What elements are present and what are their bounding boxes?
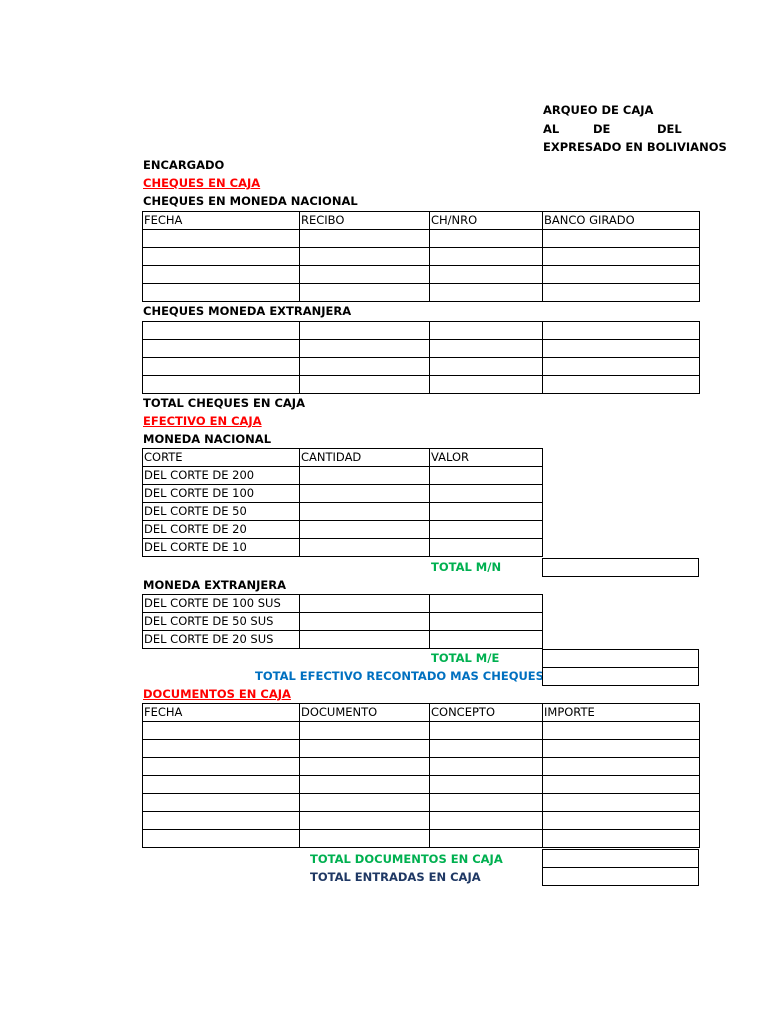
table-row [143, 503, 543, 521]
column-header: FECHA [143, 704, 300, 722]
table-cell[interactable] [543, 376, 700, 394]
date-label-del: DEL [657, 122, 682, 136]
table-row [143, 539, 543, 557]
cantidad-cell[interactable] [300, 485, 430, 503]
table-cell[interactable] [430, 794, 543, 812]
date-label-al: AL [543, 122, 560, 136]
cheques-section-title: CHEQUES EN CAJA [143, 176, 261, 190]
table-cell[interactable] [143, 230, 300, 248]
table-row [143, 740, 700, 758]
table-cell[interactable] [430, 376, 543, 394]
cantidad-cell[interactable] [300, 467, 430, 485]
table-row [143, 776, 700, 794]
table-cell[interactable] [300, 266, 430, 284]
column-header: IMPORTE [543, 704, 700, 722]
total-documentos-label: TOTAL DOCUMENTOS EN CAJA [310, 852, 503, 866]
table-cell[interactable] [430, 740, 543, 758]
table-cell[interactable] [143, 266, 300, 284]
table-cell[interactable] [543, 794, 700, 812]
table-cell[interactable] [300, 358, 430, 376]
table-row [143, 521, 543, 539]
currency-note: EXPRESADO EN BOLIVIANOS [543, 140, 727, 154]
table-cell[interactable] [430, 758, 543, 776]
valor-cell[interactable] [430, 613, 543, 631]
efectivo-section-title: EFECTIVO EN CAJA [143, 414, 262, 428]
moneda-nacional-table [142, 448, 543, 557]
table-cell[interactable] [300, 812, 430, 830]
table-cell[interactable] [300, 776, 430, 794]
corte-label: DEL CORTE DE 20 [143, 521, 300, 539]
table-row [143, 376, 700, 394]
table-cell[interactable] [143, 812, 300, 830]
cheques-nacional-title: CHEQUES EN MONEDA NACIONAL [143, 194, 358, 208]
valor-cell[interactable] [430, 539, 543, 557]
date-label-de: DE [593, 122, 611, 136]
table-row [143, 794, 700, 812]
table-cell[interactable] [543, 248, 700, 266]
table-cell[interactable] [300, 758, 430, 776]
total-cheques-label: TOTAL CHEQUES EN CAJA [143, 396, 305, 410]
table-cell[interactable] [300, 794, 430, 812]
table-cell[interactable] [430, 266, 543, 284]
table-row [143, 722, 700, 740]
table-row [143, 485, 543, 503]
table-cell[interactable] [430, 322, 543, 340]
table-cell[interactable] [430, 284, 543, 302]
column-header: RECIBO [300, 212, 430, 230]
cantidad-cell[interactable] [300, 631, 430, 649]
moneda-nacional-title: MONEDA NACIONAL [143, 432, 272, 446]
table-cell[interactable] [143, 776, 300, 794]
total-entradas-label: TOTAL ENTRADAS EN CAJA [310, 870, 481, 884]
table-cell[interactable] [143, 358, 300, 376]
corte-label: DEL CORTE DE 200 [143, 467, 300, 485]
column-header: DOCUMENTO [300, 704, 430, 722]
valor-cell[interactable] [430, 631, 543, 649]
table-cell[interactable] [300, 830, 430, 848]
table-cell[interactable] [543, 322, 700, 340]
column-header: CORTE [143, 449, 300, 467]
total-mn-label: TOTAL M/N [431, 560, 502, 574]
corte-label: DEL CORTE DE 100 [143, 485, 300, 503]
table-cell[interactable] [143, 340, 300, 358]
table-cell[interactable] [543, 284, 700, 302]
table-row [143, 812, 700, 830]
table-row [143, 758, 700, 776]
table-row [143, 230, 700, 248]
table-cell[interactable] [430, 248, 543, 266]
cantidad-cell[interactable] [300, 613, 430, 631]
table-cell[interactable] [143, 758, 300, 776]
corte-label: DEL CORTE DE 100 SUS [143, 595, 300, 613]
table-cell[interactable] [430, 830, 543, 848]
column-header: CH/NRO [430, 212, 543, 230]
valor-cell[interactable] [430, 595, 543, 613]
report-title: ARQUEO DE CAJA [543, 103, 654, 117]
documentos-table [142, 703, 700, 848]
table-cell[interactable] [300, 376, 430, 394]
column-header: FECHA [143, 212, 300, 230]
valor-cell[interactable] [430, 485, 543, 503]
column-header: CONCEPTO [430, 704, 543, 722]
column-header: VALOR [430, 449, 543, 467]
table-cell[interactable] [143, 722, 300, 740]
table-header-row [143, 212, 700, 230]
valor-cell[interactable] [430, 503, 543, 521]
valor-cell[interactable] [430, 467, 543, 485]
cantidad-cell[interactable] [300, 503, 430, 521]
table-row [143, 631, 543, 649]
table-cell[interactable] [143, 740, 300, 758]
table-cell[interactable] [430, 776, 543, 794]
table-cell[interactable] [543, 758, 700, 776]
table-header-row [143, 704, 700, 722]
table-cell[interactable] [543, 776, 700, 794]
table-header-row [143, 449, 543, 467]
table-cell[interactable] [430, 230, 543, 248]
table-cell[interactable] [300, 340, 430, 358]
table-cell[interactable] [143, 322, 300, 340]
corte-label: DEL CORTE DE 50 [143, 503, 300, 521]
table-row [143, 358, 700, 376]
valor-cell[interactable] [430, 521, 543, 539]
column-header: BANCO GIRADO [543, 212, 700, 230]
table-cell[interactable] [430, 722, 543, 740]
table-row [143, 467, 543, 485]
table-cell[interactable] [543, 358, 700, 376]
table-row [143, 340, 700, 358]
cantidad-cell[interactable] [300, 539, 430, 557]
encargado-label: ENCARGADO [143, 158, 225, 172]
documentos-section-title: DOCUMENTOS EN CAJA [143, 687, 291, 701]
total-mn-field[interactable] [542, 558, 699, 577]
table-cell[interactable] [300, 284, 430, 302]
table-cell[interactable] [543, 830, 700, 848]
corte-label: DEL CORTE DE 20 SUS [143, 631, 300, 649]
table-cell[interactable] [430, 358, 543, 376]
table-cell[interactable] [300, 722, 430, 740]
table-cell[interactable] [430, 340, 543, 358]
cheques-extranjera-table [142, 321, 700, 394]
table-row [143, 322, 700, 340]
total-recontado-label: TOTAL EFECTIVO RECONTADO MAS CHEQUES [255, 669, 544, 683]
table-cell[interactable] [300, 322, 430, 340]
moneda-extranjera-table [142, 594, 543, 649]
table-cell[interactable] [543, 812, 700, 830]
table-cell[interactable] [430, 812, 543, 830]
total-me-label: TOTAL M/E [431, 651, 500, 665]
table-cell[interactable] [543, 266, 700, 284]
table-cell[interactable] [300, 740, 430, 758]
table-row [143, 830, 700, 848]
table-cell[interactable] [143, 248, 300, 266]
table-cell[interactable] [143, 830, 300, 848]
table-cell[interactable] [300, 230, 430, 248]
cantidad-cell[interactable] [300, 521, 430, 539]
table-row [143, 595, 543, 613]
total-recontado-field[interactable] [542, 667, 699, 686]
corte-label: DEL CORTE DE 50 SUS [143, 613, 300, 631]
table-cell[interactable] [143, 376, 300, 394]
table-cell[interactable] [143, 794, 300, 812]
table-row [143, 248, 700, 266]
cantidad-cell[interactable] [300, 595, 430, 613]
total-documentos-field[interactable] [542, 849, 699, 868]
table-cell[interactable] [543, 740, 700, 758]
table-cell[interactable] [300, 248, 430, 266]
table-row [143, 284, 700, 302]
corte-label: DEL CORTE DE 10 [143, 539, 300, 557]
total-me-field[interactable] [542, 649, 699, 668]
total-entradas-field[interactable] [542, 867, 699, 886]
table-cell[interactable] [543, 340, 700, 358]
table-row [143, 266, 700, 284]
column-header: CANTIDAD [300, 449, 430, 467]
cheques-extranjera-title: CHEQUES MONEDA EXTRANJERA [143, 304, 352, 318]
table-cell[interactable] [543, 722, 700, 740]
table-cell[interactable] [543, 230, 700, 248]
cheques-nacional-table [142, 211, 700, 302]
table-cell[interactable] [143, 284, 300, 302]
moneda-extranjera-title: MONEDA EXTRANJERA [143, 578, 286, 592]
table-row [143, 613, 543, 631]
